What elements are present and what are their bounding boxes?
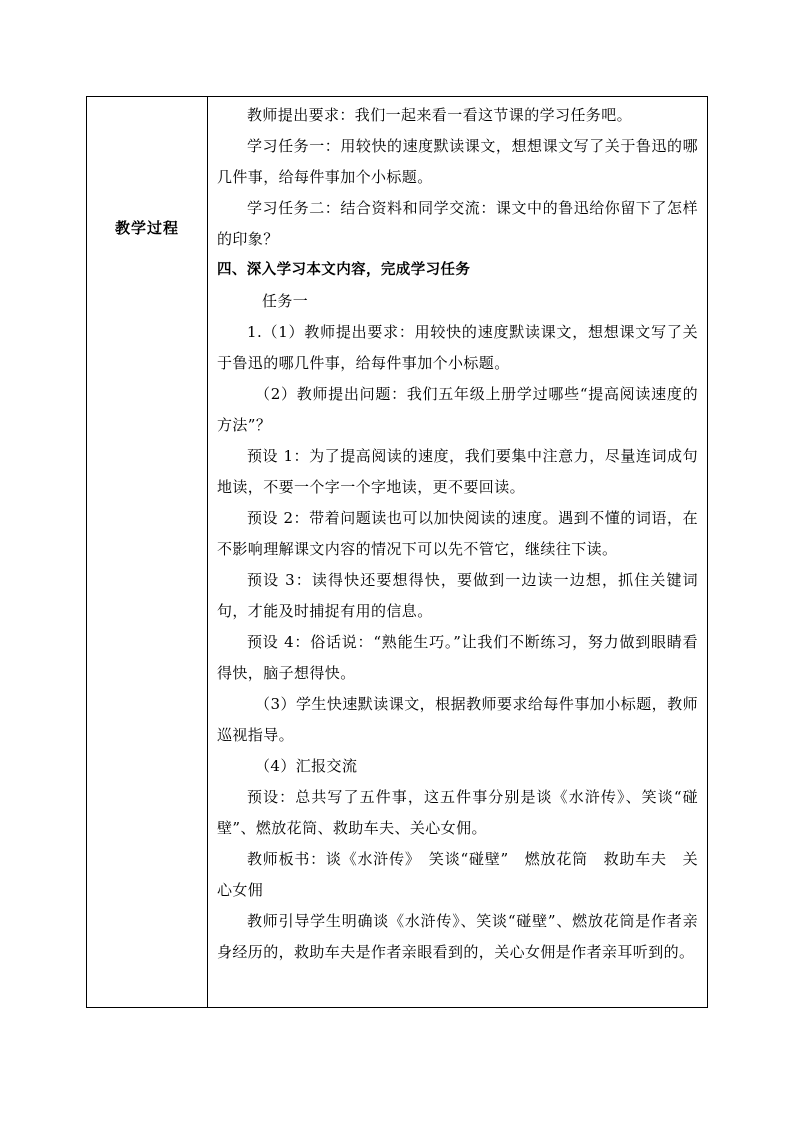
lesson-plan-table: [86, 96, 708, 1008]
section-label-cell: [87, 97, 208, 1008]
paragraph-step-1-1: 1.（1）教师提出要求：用较快的速度默读课文，想想课文写了关于鲁迅的哪几件事，给每件事加个小标题。: [217, 323, 698, 372]
subheading-task-one: 任务一: [262, 292, 309, 310]
paragraph-preset-1: 预设 1：为了提高阅读的速度，我们要集中注意力，尽量连词成句地读，不要一个字一个字地读，更不要回读。: [217, 447, 698, 496]
table-row: [87, 97, 708, 1008]
paragraph-step-3: （3）学生快速默读课文，根据教师要求给每件事加小标题，教师巡视指导。: [217, 695, 698, 744]
paragraph-teacher-request: 教师提出要求：我们一起来看一看这节课的学习任务吧。: [247, 106, 633, 124]
section-label: 教学过程: [114, 219, 179, 237]
paragraph-teacher-guide: 教师引导学生明确谈《水浒传》、笑谈“碰壁”、燃放花筒是作者亲身经历的，救助车夫是作者亲眼看到的，关心女佣是作者亲耳听到的。: [217, 912, 698, 961]
section-content: [208, 97, 707, 972]
paragraph-preset-3: 预设 3：读得快还要想得快，要做到一边读一边想，抓住关键词句，才能及时捕捉有用的信息。: [217, 571, 698, 620]
paragraph-preset-4: 预设 4：俗话说：“熟能生巧。”让我们不断练习，努力做到眼睛看得快，脑子想得快。: [217, 633, 698, 682]
paragraph-preset-summary: 预设：总共写了五件事，这五件事分别是谈《水浒传》、笑谈“碰壁”、燃放花筒、救助车夫、关心女佣。: [217, 788, 698, 837]
paragraph-step-2: （2）教师提出问题：我们五年级上册学过哪些“提高阅读速度的方法”？: [217, 385, 698, 434]
paragraph-task-one: 学习任务一：用较快的速度默读课文，想想课文写了关于鲁迅的哪几件事，给每件事加个小标题。: [217, 137, 698, 186]
paragraph-task-two: 学习任务二：结合资料和同学交流：课文中的鲁迅给你留下了怎样的印象？: [217, 199, 698, 248]
paragraph-preset-2: 预设 2：带着问题读也可以加快阅读的速度。遇到不懂的词语，在不影响理解课文内容的情况下可以先不管它，继续往下读。: [217, 509, 698, 558]
heading-section-four: 四、深入学习本文内容，完成学习任务: [217, 262, 471, 278]
paragraph-step-4: （4）汇报交流: [255, 757, 358, 775]
section-content-cell: [208, 97, 708, 1008]
paragraph-blackboard: 教师板书：谈《水浒传》 笑谈“碰壁” 燃放花筒 救助车夫 关心女佣: [217, 850, 698, 899]
